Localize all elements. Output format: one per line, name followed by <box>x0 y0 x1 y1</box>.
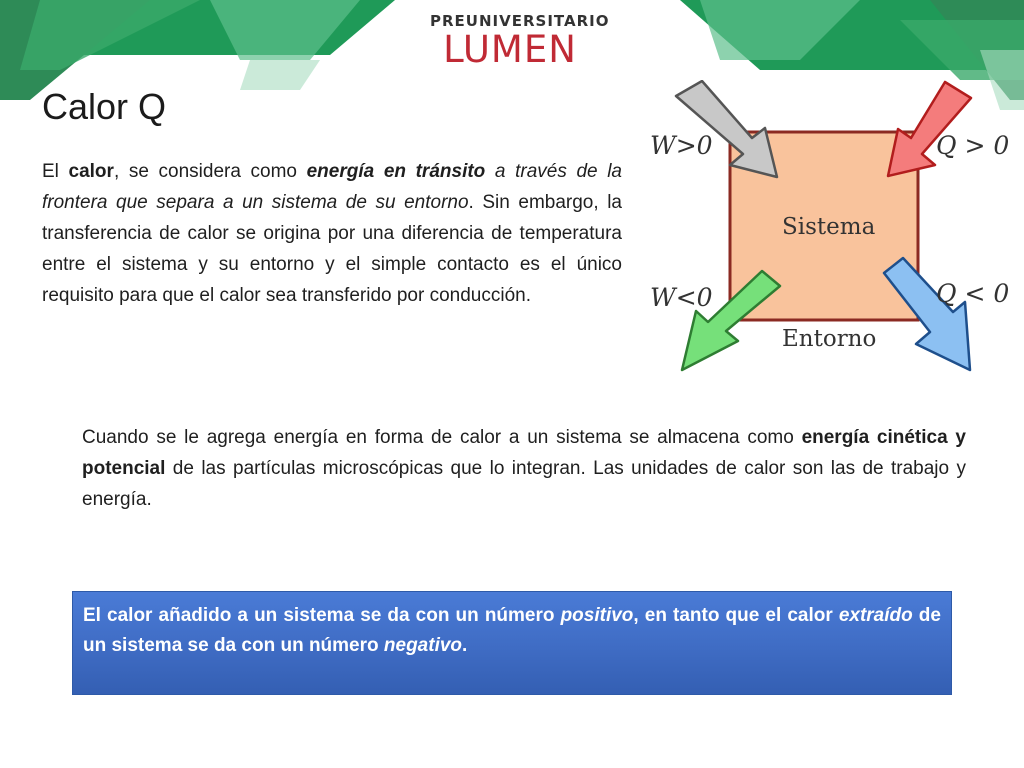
system-label: Sistema <box>782 214 876 240</box>
slide-title: Calor Q <box>42 86 167 127</box>
heat-out-label: Q < 0 <box>936 279 1010 308</box>
intro-paragraph: El calor, se considera como energía en tránsito a través de la frontera que separa a un sistema de su entorno. Sin embargo, la transferencia de calor se origina por una diferencia de temperatura entre el sistema y su entorno y el simple contacto es el único requisito para que el calor sea transferido por conducción. <box>42 161 622 306</box>
heat-in-arrow <box>888 82 971 176</box>
system-diagram <box>640 80 1020 380</box>
lumen-logo <box>430 10 610 71</box>
storage-paragraph: Cuando se le agrega energía en forma de calor a un sistema se almacena como energía cinética y potencial de las partículas microscópicas que lo integran. Las unidades de calor son las de trabajo y energía. <box>82 427 966 510</box>
work-in-arrow <box>676 81 777 177</box>
sign-convention-note: El calor añadido a un sistema se da con un número positivo, en tanto que el calor extraído de un sistema se da con un número negativo. <box>72 591 952 695</box>
heat-in-label: Q > 0 <box>936 131 1010 160</box>
left-banner-shapes <box>0 0 395 100</box>
surroundings-label: Entorno <box>782 326 877 352</box>
logo-wordmark: LUMEN <box>443 28 577 71</box>
work-in-label: W>0 <box>650 131 713 160</box>
work-out-label: W<0 <box>650 283 713 312</box>
logo-subtitle: PREUNIVERSITARIO <box>430 12 610 30</box>
